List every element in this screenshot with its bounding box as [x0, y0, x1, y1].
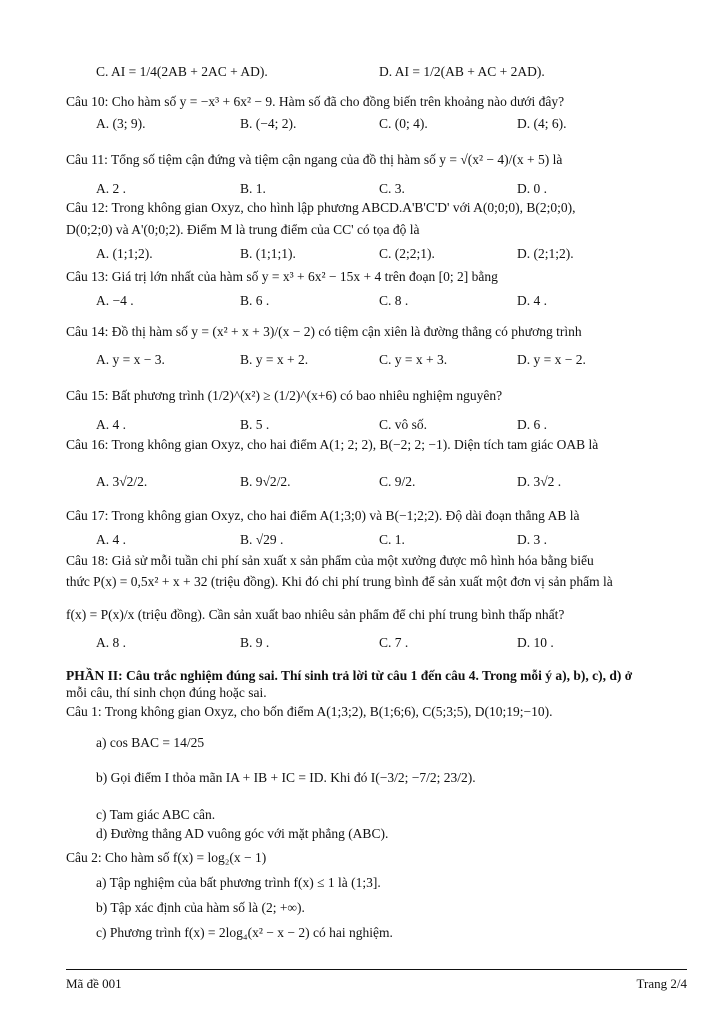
- q10-option-d: D. (4; 6).: [517, 116, 567, 131]
- q18-stem-line2: thức P(x) = 0,5x² + x + 32 (triệu đồng). Khi đó chi phí trung bình để sản xuất một đơn vị sản phẩm là: [66, 574, 613, 589]
- part2-title-line1: PHẦN II: Câu trắc nghiệm đúng sai. Thí sinh trả lời từ câu 1 đến câu 4. Trong mỗi ý a), b), c), d) ở: [66, 668, 633, 683]
- q14-option-a: A. y = x − 3.: [96, 352, 165, 367]
- q18-option-c: C. 7 .: [379, 635, 409, 650]
- q12-stem-line1: Câu 12: Trong không gian Oxyz, cho hình lập phương ABCD.A'B'C'D' với A(0;0;0), B(2;0;0),: [66, 200, 576, 215]
- q14-option-d: D. y = x − 2.: [517, 352, 586, 367]
- q13-option-d: D. 4 .: [517, 293, 547, 308]
- q16-option-d: D. 3√2 .: [517, 474, 562, 489]
- q16-option-c: C. 9/2.: [379, 474, 416, 489]
- q11-option-d: D. 0 .: [517, 181, 547, 196]
- q12-option-d: D. (2;1;2).: [517, 246, 574, 261]
- q13-option-b: B. 6 .: [240, 293, 270, 308]
- q10-option-b: B. (−4; 2).: [240, 116, 297, 131]
- q12-option-c: C. (2;2;1).: [379, 246, 435, 261]
- q10-option-c: C. (0; 4).: [379, 116, 428, 131]
- q16-option-b: B. 9√2/2.: [240, 474, 291, 489]
- q11-option-b: B. 1.: [240, 181, 266, 196]
- q13-option-c: C. 8 .: [379, 293, 409, 308]
- q9-option-c: C. AI = 1/4(2AB + 2AC + AD).: [96, 64, 268, 79]
- p2q1-item-d: d) Đường thẳng AD vuông góc với mặt phẳng (ABC).: [96, 826, 389, 841]
- p2q2-item-a: a) Tập nghiệm của bất phương trình f(x) ≤ 1 là (1;3].: [96, 875, 381, 890]
- q10-option-a: A. (3; 9).: [96, 116, 146, 131]
- q18-option-d: D. 10 .: [517, 635, 554, 650]
- q10-stem: Câu 10: Cho hàm số y = −x³ + 6x² − 9. Hàm số đã cho đồng biến trên khoảng nào dưới đây?: [66, 94, 565, 109]
- q18-stem-line3: f(x) = P(x)/x (triệu đồng). Cần sản xuất bao nhiêu sản phẩm để chi phí trung bình thấp nhất?: [66, 607, 565, 622]
- q16-stem: Câu 16: Trong không gian Oxyz, cho hai điểm A(1; 2; 2), B(−2; 2; −1). Diện tích tam giác OAB là: [66, 437, 599, 452]
- footer-exam-code: Mã đề 001: [66, 976, 122, 991]
- q18-stem-line1: Câu 18: Giả sử mỗi tuần chi phí sản xuất x sản phẩm của một xưởng được mô hình hóa bằng biểu: [66, 553, 594, 568]
- q15-option-d: D. 6 .: [517, 417, 547, 432]
- q11-option-a: A. 2 .: [96, 181, 126, 196]
- q17-option-b: B. √29 .: [240, 532, 284, 547]
- q15-stem: Câu 15: Bất phương trình (1/2)^(x²) ≥ (1/2)^(x+6) có bao nhiêu nghiệm nguyên?: [66, 388, 503, 403]
- q17-option-a: A. 4 .: [96, 532, 126, 547]
- q14-option-c: C. y = x + 3.: [379, 352, 448, 367]
- q12-option-b: B. (1;1;1).: [240, 246, 296, 261]
- q15-option-c: C. vô số.: [379, 417, 428, 432]
- q11-stem: Câu 11: Tổng số tiệm cận đứng và tiệm cận ngang của đồ thị hàm số y = √(x² − 4)/(x + 5) là: [66, 152, 563, 167]
- footer-page-number: Trang 2/4: [636, 976, 687, 991]
- q15-option-b: B. 5 .: [240, 417, 270, 432]
- q16-option-a: A. 3√2/2.: [96, 474, 148, 489]
- q12-option-a: A. (1;1;2).: [96, 246, 153, 261]
- q18-option-a: A. 8 .: [96, 635, 126, 650]
- q17-option-d: D. 3 .: [517, 532, 547, 547]
- q13-stem: Câu 13: Giá trị lớn nhất của hàm số y = x³ + 6x² − 15x + 4 trên đoạn [0; 2] bằng: [66, 269, 498, 284]
- p2q2-item-c: c) Phương trình f(x) = 2log₄(x² − x − 2) có hai nghiệm.: [96, 925, 393, 940]
- q18-option-b: B. 9 .: [240, 635, 270, 650]
- p2q2-item-b: b) Tập xác định của hàm số là (2; +∞).: [96, 900, 305, 915]
- page-footer: [66, 969, 687, 992]
- p2q1-item-c: c) Tam giác ABC cân.: [96, 807, 216, 822]
- q11-option-c: C. 3.: [379, 181, 405, 196]
- p2q1-item-a: a) cos BAC = 14/25: [96, 735, 205, 750]
- q14-stem: Câu 14: Đồ thị hàm số y = (x² + x + 3)/(x − 2) có tiệm cận xiên là đường thẳng có phương trình: [66, 324, 582, 339]
- p2q1-stem: Câu 1: Trong không gian Oxyz, cho bốn điểm A(1;3;2), B(1;6;6), C(5;3;5), D(10;19;−10).: [66, 704, 553, 719]
- q12-stem-line2: D(0;2;0) và A'(0;0;2). Điểm M là trung điểm của CC' có tọa độ là: [66, 222, 420, 237]
- q13-option-a: A. −4 .: [96, 293, 134, 308]
- q17-stem: Câu 17: Trong không gian Oxyz, cho hai điểm A(1;3;0) và B(−1;2;2). Độ dài đoạn thẳng AB là: [66, 508, 580, 523]
- p2q2-stem: Câu 2: Cho hàm số f(x) = log₂(x − 1): [66, 850, 267, 865]
- q9-option-d: D. AI = 1/2(AB + AC + 2AD).: [379, 64, 545, 79]
- part2-title-line2: mỗi câu, thí sinh chọn đúng hoặc sai.: [66, 685, 267, 700]
- q15-option-a: A. 4 .: [96, 417, 126, 432]
- p2q1-item-b: b) Gọi điểm I thỏa mãn IA + IB + IC = ID. Khi đó I(−3/2; −7/2; 23/2).: [96, 770, 476, 785]
- q14-option-b: B. y = x + 2.: [240, 352, 309, 367]
- q17-option-c: C. 1.: [379, 532, 405, 547]
